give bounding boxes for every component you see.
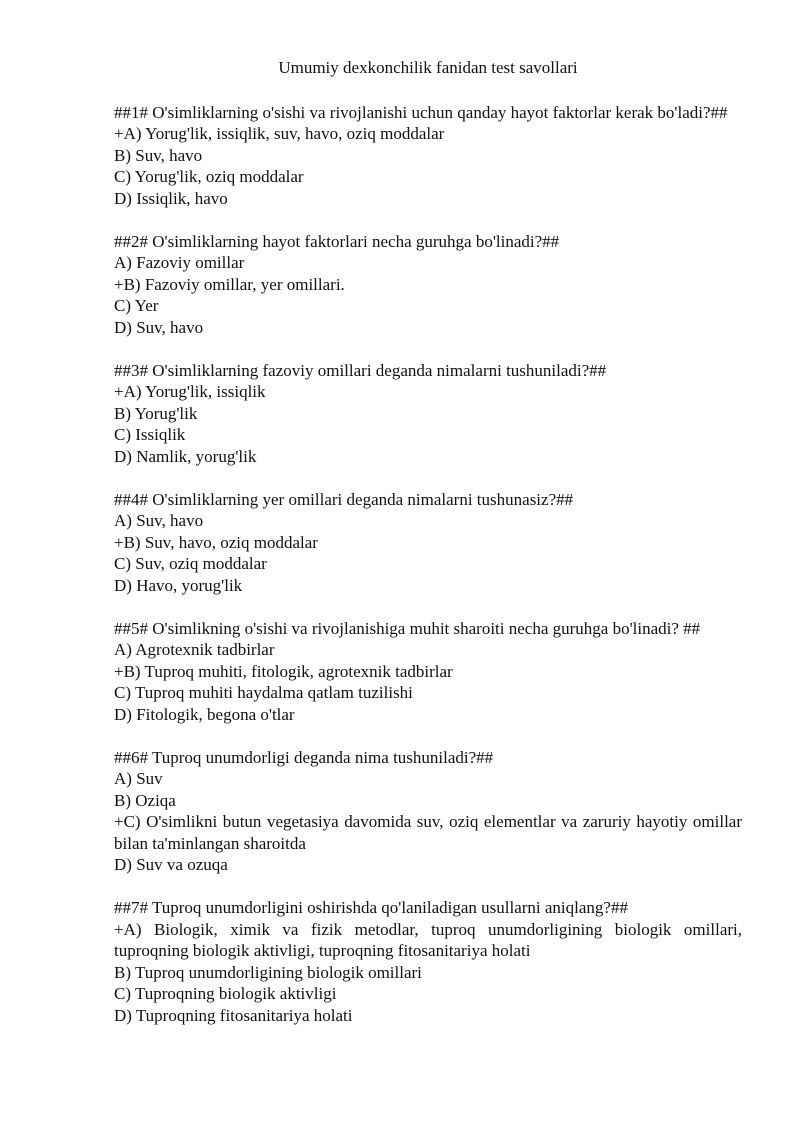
answer-option: C) Issiqlik (114, 425, 186, 444)
answer-option: D) Tuproqning fitosanitariya holati (114, 1005, 353, 1025)
document-title: Umumiy dexkonchilik fanidan test savollari (278, 58, 578, 77)
question-text: ##3# O'simliklarning fazoviy omillari deganda nimalarni tushuniladi?## (114, 360, 607, 380)
answer-option: D) Fitologik, begona o'tlar (114, 704, 295, 724)
answer-option: D) Issiqlik, havo (114, 188, 228, 208)
question-block-1 (114, 102, 742, 210)
answer-option: +A) Yorug'lik, issiqlik (114, 382, 266, 401)
answer-option: C) Tuproq muhiti haydalma qatlam tuzilishi (114, 683, 413, 702)
question-text: ##4# O'simliklarning yer omillari deganda nimalarni tushunasiz?## (114, 489, 574, 509)
answer-option: B) Suv, havo (114, 145, 203, 165)
answer-option: D) Suv va ozuqa (114, 855, 228, 874)
answer-option: B) Yorug'lik (114, 403, 198, 423)
question-text: ##5# O'simlikning o'sishi va rivojlanishiga muhit sharoiti necha guruhga bo'linadi? ## (114, 618, 701, 638)
answer-option: +C) O'simlikni butun vegetasiya davomida suv, oziq elementlar va zaruriy hayotiy omillar bilan ta'minlangan sharoitda (114, 812, 742, 853)
question-block-4 (114, 489, 742, 597)
answer-option: +B) Suv, havo, oziq moddalar (114, 532, 318, 552)
answer-option: C) Tuproqning biologik aktivligi (114, 984, 337, 1003)
question-text: ##2# O'simliklarning hayot faktorlari necha guruhga bo'linadi?## (114, 231, 560, 251)
answer-option: C) Suv, oziq moddalar (114, 554, 267, 573)
answer-option: A) Suv (114, 769, 163, 788)
answer-option: B) Tuproq unumdorligining biologik omillari (114, 962, 422, 982)
question-text: ##7# Tuproq unumdorligini oshirishda qo'laniladigan usullarni aniqlang?## (114, 898, 628, 917)
answer-option: A) Suv, havo (114, 511, 204, 530)
answer-option: A) Fazoviy omillar (114, 253, 245, 272)
answer-option: C) Yorug'lik, oziq moddalar (114, 167, 304, 186)
answer-option: +B) Fazoviy omillar, yer omillari. (114, 274, 345, 294)
question-block-7 (114, 897, 742, 1026)
answer-option: +A) Yorug'lik, issiqlik, suv, havo, oziq moddalar (114, 124, 445, 143)
answer-option: +A) Biologik, ximik va fizik metodlar, tuproq unumdorligining biologik omillari, tuproqning biologik aktivligi, tuproqning fitosanitariya holati (114, 919, 742, 960)
question-text: ##1# O'simliklarning o'sishi va rivojlanishi uchun qanday hayot faktorlar kerak bo'ladi?## (114, 102, 728, 122)
question-block-3 (114, 360, 742, 468)
question-block-6 (114, 747, 742, 876)
answer-option: +B) Tuproq muhiti, fitologik, agrotexnik tadbirlar (114, 661, 453, 681)
document-page (114, 57, 742, 1048)
answer-option: A) Agrotexnik tadbirlar (114, 640, 275, 659)
question-block-2 (114, 231, 742, 339)
question-text: ##6# Tuproq unumdorligi deganda nima tushuniladi?## (114, 747, 494, 767)
answer-option: B) Oziqa (114, 790, 176, 810)
answer-option: C) Yer (114, 296, 159, 315)
answer-option: D) Havo, yorug'lik (114, 575, 243, 595)
answer-option: D) Namlik, yorug'lik (114, 446, 257, 466)
answer-option: D) Suv, havo (114, 317, 204, 337)
question-block-5 (114, 618, 742, 726)
